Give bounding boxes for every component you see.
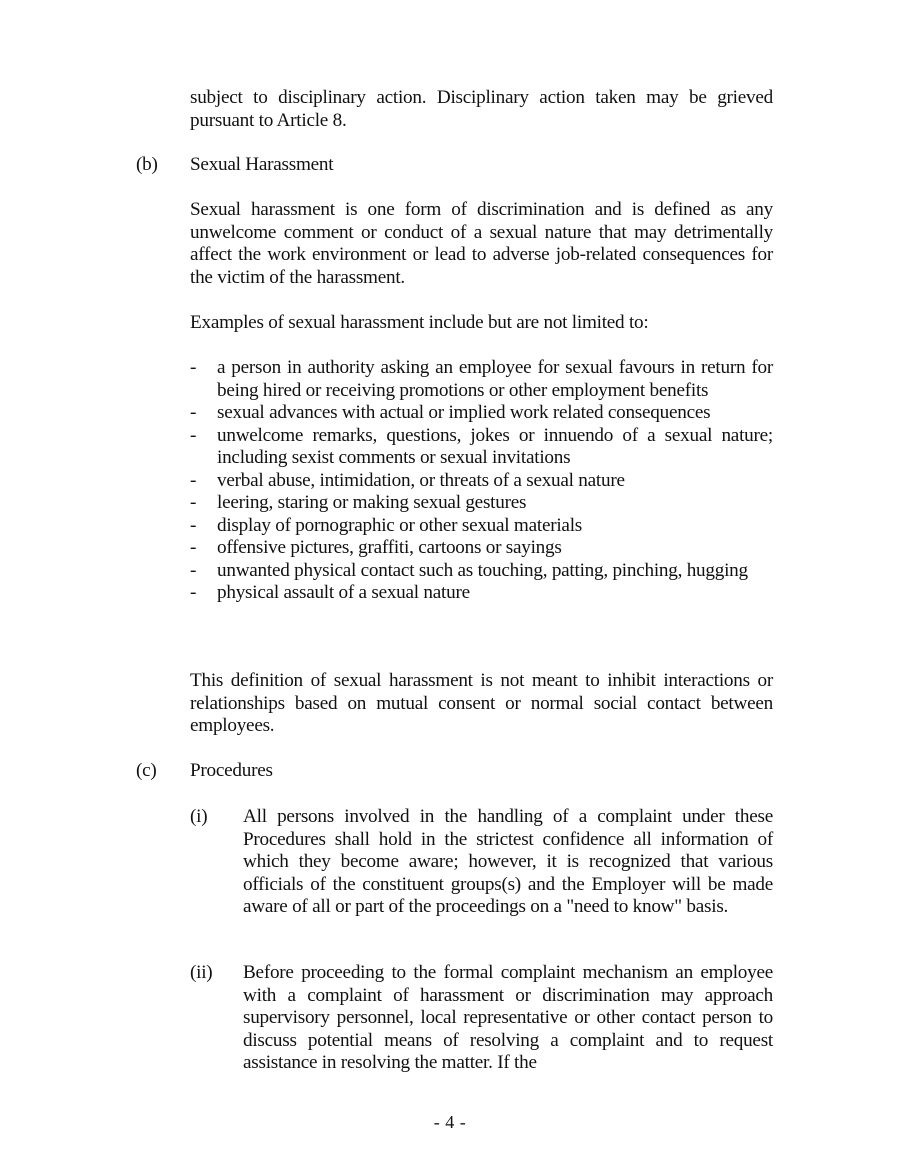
list-item-text: verbal abuse, intimidation, or threats of a sexual nature xyxy=(217,469,625,491)
list-item xyxy=(190,357,773,402)
list-item-text: a person in authority asking an employee for sexual favours in return for being hired or receiving promotions or other employment benefits xyxy=(217,357,773,401)
list-item-text: leering, staring or making sexual gestures xyxy=(217,492,527,513)
list-item xyxy=(190,470,773,493)
list-item-text: unwelcome remarks, questions, jokes or innuendo of a sexual nature; including sexist comments or sexual invitations xyxy=(217,424,773,468)
procedure-item-label: (ii) xyxy=(190,962,213,983)
list-item xyxy=(190,560,773,583)
list-item xyxy=(190,425,773,470)
list-item xyxy=(190,515,773,538)
list-item-text: unwanted physical contact such as touching, patting, pinching, hugging xyxy=(217,559,748,581)
examples-intro: Examples of sexual harassment include but are not limited to: xyxy=(190,312,649,333)
procedure-item-ii xyxy=(190,962,773,1075)
procedure-item-text: Before proceeding to the formal complaint mechanism an employee with a complaint of harassment or discrimination may approach supervisory personnel, local representative or other contact person to discuss potential means of resolving a complaint and to request assistance in resolving the matter. If the xyxy=(243,962,773,1073)
section-b-label: (b) xyxy=(136,154,158,175)
section-c-title: Procedures xyxy=(190,760,273,781)
definition-closing-paragraph: This definition of sexual harassment is not meant to inhibit interactions or relationships based on mutual consent or normal social contact between employees. xyxy=(190,670,773,736)
bullet-dash: - xyxy=(190,559,197,581)
bullet-dash: - xyxy=(190,424,197,446)
bullet-dash: - xyxy=(190,402,197,423)
intro-continuation-paragraph: subject to disciplinary action. Disciplinary action taken may be grieved pursuant to Article 8. xyxy=(190,87,773,131)
list-item-text: sexual advances with actual or implied work related consequences xyxy=(217,402,711,423)
bullet-dash: - xyxy=(190,582,197,603)
bullet-dash: - xyxy=(190,357,197,378)
examples-list xyxy=(190,357,773,605)
list-item xyxy=(190,537,773,560)
procedure-item-i xyxy=(190,806,773,919)
bullet-dash: - xyxy=(190,537,197,558)
list-item xyxy=(190,492,773,515)
bullet-dash: - xyxy=(190,469,197,491)
procedure-item-label: (i) xyxy=(190,806,208,827)
list-item-text: offensive pictures, graffiti, cartoons or sayings xyxy=(217,537,562,558)
section-c-label: (c) xyxy=(136,760,157,781)
list-item xyxy=(190,402,773,425)
bullet-dash: - xyxy=(190,492,197,513)
sexual-harassment-definition: Sexual harassment is one form of discrimination and is defined as any unwelcome comment or conduct of a sexual nature that may detrimentally affect the work environment or lead to adverse job-related consequences for the victim of the harassment. xyxy=(190,199,773,288)
section-b-title: Sexual Harassment xyxy=(190,154,334,175)
bullet-dash: - xyxy=(190,514,197,536)
page-number: - 4 - xyxy=(433,1112,467,1132)
procedure-item-text: All persons involved in the handling of a complaint under these Procedures shall hold in the strictest confidence all information of which they become aware; however, it is recognized that various officials of the constituent groups(s) and the Employer will be made aware of all or part of the proceedings on a "need to know" basis. xyxy=(243,806,773,917)
list-item xyxy=(190,582,773,605)
list-item-text: physical assault of a sexual nature xyxy=(217,582,470,603)
list-item-text: display of pornographic or other sexual materials xyxy=(217,514,582,536)
